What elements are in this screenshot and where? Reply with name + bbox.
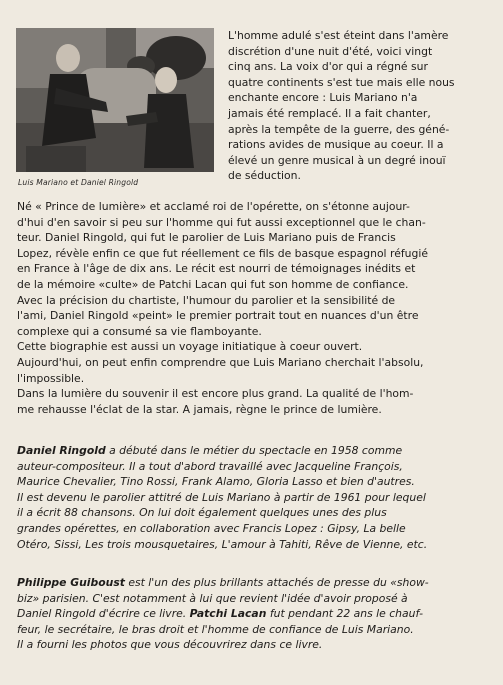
author-name: Daniel Ringold (17, 444, 106, 457)
author-name: Philippe Guiboust (17, 576, 125, 589)
text-line: complexe qui a consumé sa vie flamboyante. (17, 324, 262, 338)
text-line: L'homme adulé s'est éteint dans l'amère (228, 29, 449, 42)
text-line: Il a fourni les photos que vous découvrirez dans ce livre. (17, 638, 323, 652)
photo-luis-mariano-daniel-ringold (16, 28, 214, 172)
text-line: Dans la lumière du souvenir il est encore plus grand. La qualité de l'hom- (17, 387, 414, 401)
text-line (17, 575, 491, 591)
text-segment: a débuté dans le métier du spectacle en 1958 comme (105, 444, 403, 457)
text-line: il a écrit 88 chansons. On lui doit également quelques unes des plus (17, 506, 387, 520)
text-line: jamais été remplacé. Il a fait chanter, (228, 106, 431, 120)
text-line: enchante encore : Luis Mariano n'a (228, 91, 418, 105)
text-line: en France à l'âge de dix ans. Le récit est nourri de témoignages inédits et (17, 262, 416, 276)
text-line: élevé un genre musical à un degré inouï (228, 153, 446, 167)
text-line: discrétion d'une nuit d'été, voici vingt (228, 44, 433, 58)
text-line: me rehausse l'éclat de la star. A jamais, règne le prince de lumière. (17, 402, 382, 416)
text-line: Né « Prince de lumière» et acclamé roi de l'opérette, on s'étonne aujour- (17, 200, 410, 213)
text-line: quatre continents s'est tue mais elle nous (228, 75, 455, 89)
text-line: Otéro, Sissi, Les trois mousquetaires, L'amour à Tahiti, Rêve de Vienne, etc. (17, 537, 428, 551)
text-line: Lopez, révèle enfin ce que fut réellement ce fils de basque espagnol réfugié (17, 246, 428, 260)
text-segment: fut pendant 22 ans le chauf- (266, 607, 423, 621)
text-segment: Daniel Ringold d'écrire ce livre. (17, 607, 190, 621)
person-name: Patchi Lacan (189, 607, 267, 621)
author-bio-philippe-guiboust (17, 575, 491, 653)
text-line: rations avides de musique au coeur. Il a (228, 138, 444, 152)
text-line: Maurice Chevalier, Tino Rossi, Frank Alamo, Gloria Lasso et bien d'autres. (17, 475, 415, 489)
text-line (17, 606, 491, 622)
text-line (17, 443, 491, 459)
body-text (17, 199, 491, 417)
text-line: teur. Daniel Ringold, qui fut le parolier de Luis Mariano puis de Francis (17, 231, 396, 245)
author-bio-daniel-ringold (17, 443, 491, 552)
text-line: après la tempête de la guerre, des géné- (228, 122, 450, 136)
text-line: grandes opérettes, en collaboration avec Francis Lopez : Gipsy, La belle (17, 521, 406, 535)
text-line: cinq ans. La voix d'or qui a régné sur (228, 60, 428, 74)
text-line: Avec la précision du chartiste, l'humour du parolier et la sensibilité de (17, 293, 396, 307)
text-line: de la mémoire «culte» de Patchi Lacan qui fut son homme de confiance. (17, 277, 409, 291)
text-line: Il est devenu le parolier attitré de Luis Mariano à partir de 1961 pour lequel (17, 490, 426, 504)
text-line: auteur-compositeur. Il a tout d'abord travaillé avec Jacqueline François, (17, 459, 403, 473)
text-line: d'hui d'en savoir si peu sur l'homme qui fut aussi exceptionnel que le chan- (17, 215, 426, 229)
text-line: Cette biographie est aussi un voyage initiatique à coeur ouvert. (17, 340, 363, 354)
text-line: feur, le secrétaire, le bras droit et l'homme de confiance de Luis Mariano. (17, 622, 414, 636)
text-line: l'impossible. (17, 371, 85, 385)
text-line: de séduction. (228, 169, 301, 183)
text-segment: est l'un des plus brillants attachés de presse du «show- (124, 576, 429, 589)
photo-caption: Luis Mariano et Daniel Ringold (18, 178, 139, 187)
text-line: l'ami, Daniel Ringold «peint» le premier portrait tout en nuances d'un être (17, 309, 419, 323)
text-line: biz» parisien. C'est notamment à lui que revient l'idée d'avoir proposé à (17, 591, 408, 605)
text-line: Aujourd'hui, on peut enfin comprendre que Luis Mariano cherchait l'absolu, (17, 355, 424, 369)
intro-paragraph (228, 28, 490, 184)
